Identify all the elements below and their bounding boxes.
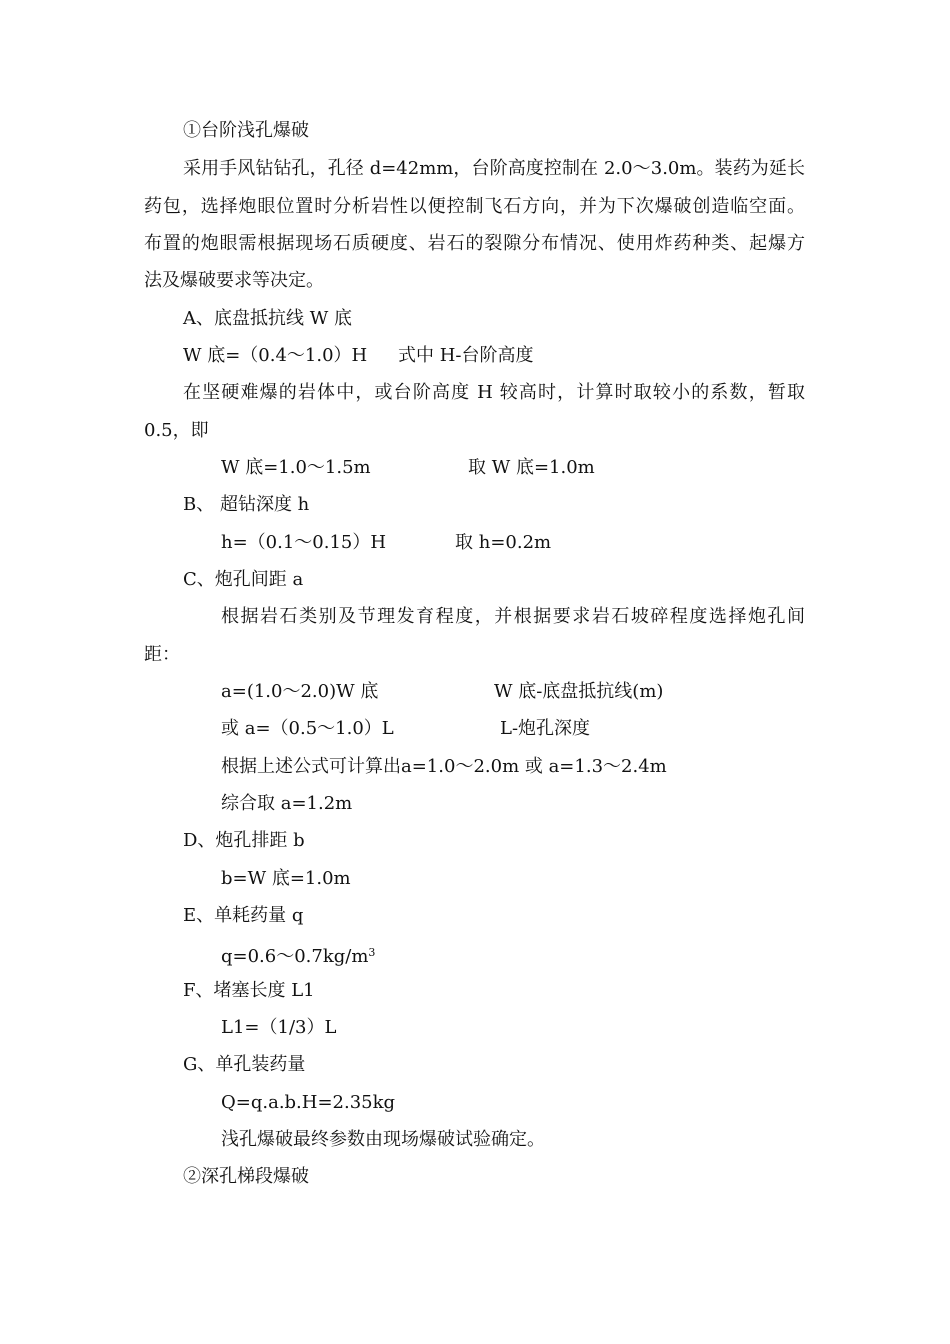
- item-b-formula: h=（0.1～0.15）H: [221, 532, 387, 553]
- item-a-formula: W 底=（0.4～1.0）H: [183, 345, 368, 366]
- item-g-title: G、单孔装药量: [183, 1054, 306, 1075]
- item-c-formula-1: a=(1.0～2.0)W 底: [221, 681, 379, 702]
- item-c-note-line-2: 距：: [144, 644, 180, 665]
- section2-heading: ②深孔梯段爆破: [183, 1166, 309, 1187]
- item-e-title: E、单耗药量 q: [183, 905, 304, 926]
- item-a-choice: 取 W 底=1.0m: [468, 457, 595, 478]
- section1-heading: ①台阶浅孔爆破: [183, 120, 309, 141]
- item-d-title: D、炮孔排距 b: [183, 830, 305, 851]
- intro-line-4: 法及爆破要求等决定。: [144, 270, 324, 291]
- item-a-note-line-1: 在坚硬难爆的岩体中，或台阶高度 H 较高时，计算时取较小的系数，暂取: [183, 382, 805, 403]
- item-a-range: W 底=1.0～1.5m: [221, 457, 371, 478]
- item-a-title: A、底盘抵抗线 W 底: [183, 308, 352, 329]
- item-g-formula: Q=q.a.b.H=2.35kg: [221, 1092, 396, 1113]
- item-b-choice: 取 h=0.2m: [455, 532, 552, 553]
- intro-line-3: 布置的炮眼需根据现场石质硬度、岩石的裂隙分布情况、使用炸药种类、起爆方: [144, 233, 805, 254]
- item-d-formula: b=W 底=1.0m: [221, 868, 351, 889]
- item-b-title: B、 超钻深度 h: [183, 494, 310, 515]
- item-a-note-line-2: 0.5，即: [144, 420, 209, 441]
- item-c-title: C、炮孔间距 a: [183, 569, 304, 590]
- item-e-formula-superscript: 3: [368, 946, 376, 959]
- item-c-formula-1-note: W 底-底盘抵抗线(m): [494, 681, 664, 702]
- item-f-title: F、堵塞长度 L1: [183, 980, 315, 1001]
- item-g-conclusion: 浅孔爆破最终参数由现场爆破试验确定。: [221, 1129, 545, 1150]
- item-c-note-line-1: 根据岩石类别及节理发育程度，并根据要求岩石坡碎程度选择炮孔间: [221, 606, 805, 627]
- item-a-formula-note: 式中 H-台阶高度: [398, 345, 534, 366]
- item-c-formula-2-note: L-炮孔深度: [500, 718, 591, 739]
- item-e-formula: [221, 941, 375, 969]
- item-f-formula: L1=（1/3）L: [221, 1017, 337, 1038]
- item-e-formula-text: q=0.6～0.7kg/m: [221, 946, 369, 967]
- item-c-calc: 根据上述公式可计算出a=1.0～2.0m 或 a=1.3～2.4m: [221, 756, 667, 777]
- item-c-formula-2: 或 a=（0.5～1.0）L: [221, 718, 394, 739]
- item-c-choice: 综合取 a=1.2m: [221, 793, 353, 814]
- intro-line-2: 药包，选择炮眼位置时分析岩性以便控制飞石方向，并为下次爆破创造临空面。: [144, 196, 805, 217]
- intro-line-1: 采用手风钻钻孔，孔径 d=42mm，台阶高度控制在 2.0～3.0m。装药为延长: [183, 158, 805, 179]
